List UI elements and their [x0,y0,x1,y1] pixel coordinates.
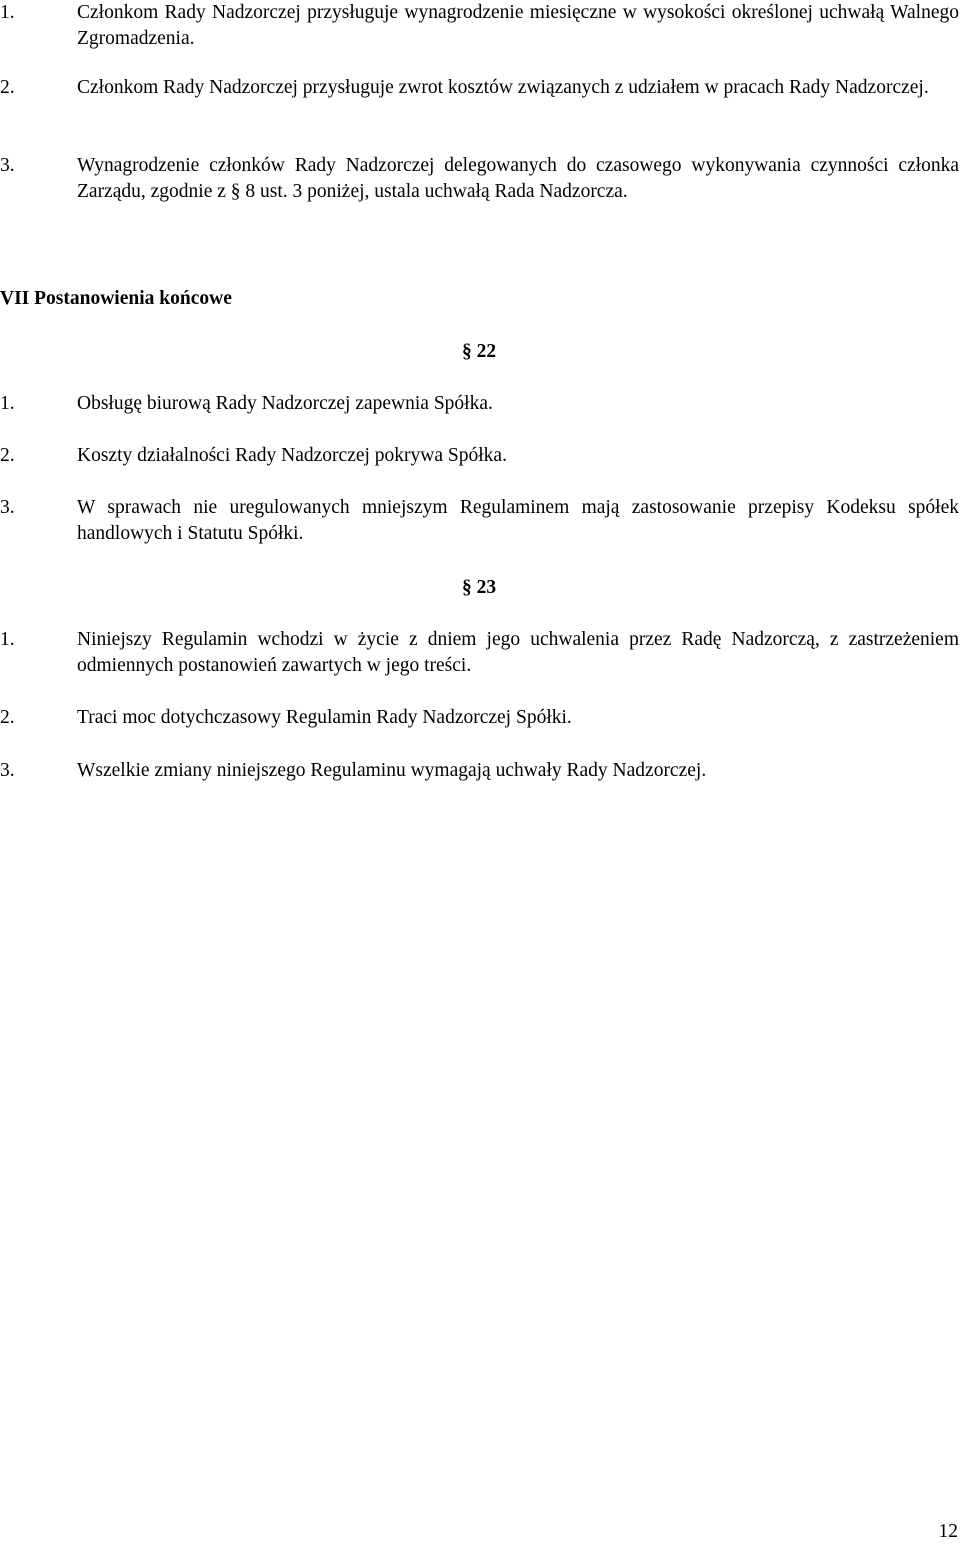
para-22-item-2 [0,443,960,469]
item-number: 1. [0,393,15,414]
item-text: W sprawach nie uregulowanych mniejszym Regulaminem mają zastosowanie przepisy Kodeksu spółek handlowych i Statutu Spółki. [77,497,959,544]
item-number: 2. [0,445,15,466]
item-number: 3. [0,497,15,518]
para-23-item-1 [0,627,960,679]
item-text: Członkom Rady Nadzorczej przysługuje wynagrodzenie miesięczne w wysokości określonej uchwałą Walnego Zgromadzenia. [77,2,959,49]
item-number: 3. [0,760,15,781]
item-number: 2. [0,77,15,98]
section-top-item-3 [0,153,960,205]
item-number: 3. [0,155,15,176]
item-number: 1. [0,629,15,650]
item-text: Wszelkie zmiany niniejszego Regulaminu wymagają uchwały Rady Nadzorczej. [77,760,707,781]
item-number: 1. [0,2,15,23]
section-top-item-1 [0,0,960,52]
chapter-heading: VII Postanowienia końcowe [0,288,232,309]
paragraph-mark-23: § 23 [462,577,497,598]
item-text: Obsługę biurową Rady Nadzorczej zapewnia Spółka. [77,393,493,414]
item-text: Traci moc dotychczasowy Regulamin Rady Nadzorczej Spółki. [77,707,572,728]
item-text: Niniejszy Regulamin wchodzi w życie z dniem jego uchwalenia przez Radę Nadzorczą, z zastrzeżeniem odmiennych postanowień zawartych w jego treści. [77,629,959,676]
para-23-item-2 [0,705,960,731]
page-number: 12 [938,1521,958,1542]
item-number: 2. [0,707,15,728]
para-22-item-1 [0,391,960,417]
paragraph-mark-22: § 22 [462,341,497,362]
para-23-item-3 [0,758,960,784]
item-text: Wynagrodzenie członków Rady Nadzorczej delegowanych do czasowego wykonywania czynności członka Zarządu, zgodnie z § 8 ust. 3 poniżej, ustala uchwałą Rada Nadzorcza. [77,155,959,202]
item-text: Członkom Rady Nadzorczej przysługuje zwrot kosztów związanych z udziałem w pracach Rady Nadzorczej. [77,77,929,98]
item-text: Koszty działalności Rady Nadzorczej pokrywa Spółka. [77,445,507,466]
para-22-item-3 [0,495,960,547]
section-top-item-2 [0,75,960,101]
